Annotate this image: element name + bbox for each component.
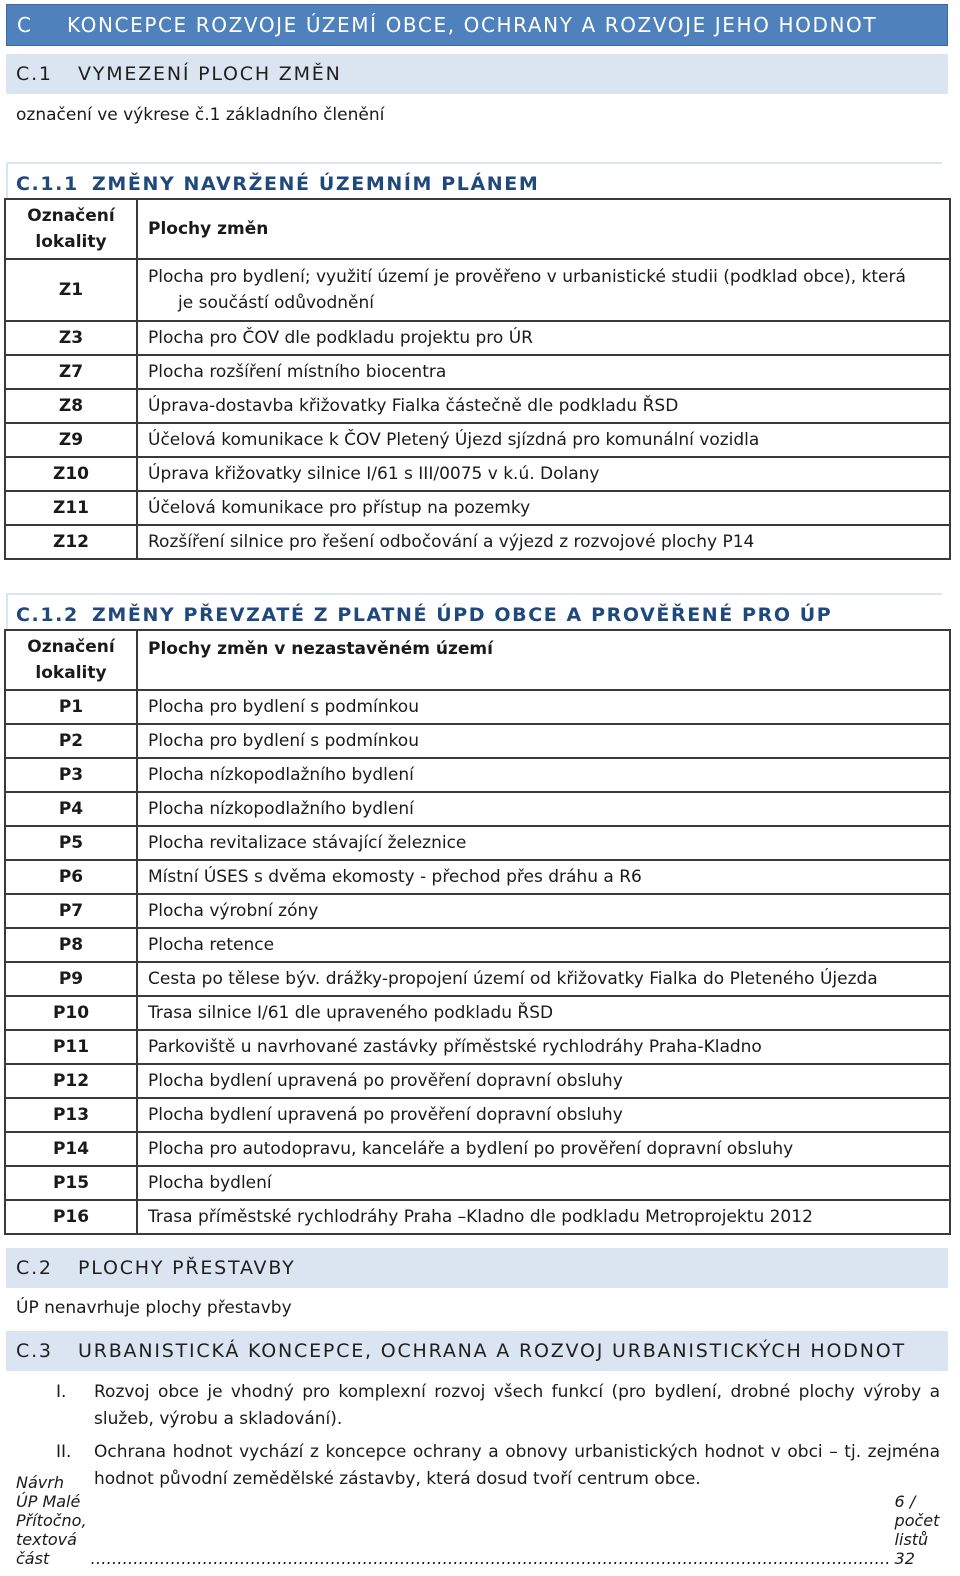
location-description: Úprava-dostavba křižovatky Fialka částečně dle podkladu ŘSD xyxy=(137,389,950,423)
location-code: P2 xyxy=(5,724,137,758)
section-title: URBANISTICKÁ KONCEPCE, OCHRANA A ROZVOJ URBANISTICKÝCH HODNOT xyxy=(78,1340,906,1362)
location-description: Plocha bydlení upravená po prověření dopravní obsluhy xyxy=(137,1064,950,1098)
location-code: P4 xyxy=(5,792,137,826)
table-header-row xyxy=(5,199,950,259)
table-row xyxy=(5,792,950,826)
description-line-2: je součástí odůvodnění xyxy=(178,293,374,313)
table-row xyxy=(5,457,950,491)
footer-leader-dots: …………………………………………………………………………………………………………………………………… xyxy=(90,1549,891,1568)
location-description: Plocha výrobní zóny xyxy=(137,894,950,928)
table-z-changes xyxy=(4,198,951,560)
location-code: P14 xyxy=(5,1132,137,1166)
location-code: Z9 xyxy=(5,423,137,457)
list-item-text: Ochrana hodnot vychází z koncepce ochrany a obnovy urbanistických hodnot v obci – tj. zejména hodnot původní zemědělské zástavby, která dosud tvoří centrum obce. xyxy=(94,1442,940,1489)
location-code: P10 xyxy=(5,996,137,1030)
location-code: Z7 xyxy=(5,355,137,389)
table-row xyxy=(5,525,950,559)
header-location: Označení lokality xyxy=(5,630,137,690)
header-changes: Plochy změn v nezastavěném území xyxy=(137,630,950,690)
location-code: Z3 xyxy=(5,321,137,355)
table-row xyxy=(5,321,950,355)
location-description: Účelová komunikace pro přístup na pozemky xyxy=(137,491,950,525)
table-row xyxy=(5,491,950,525)
location-description: Plocha pro autodopravu, kanceláře a bydlení po prověření dopravní obsluhy xyxy=(137,1132,950,1166)
table-row xyxy=(5,1098,950,1132)
location-description: Účelová komunikace k ČOV Pletený Újezd sjízdná pro komunální vozidla xyxy=(137,423,950,457)
location-code: P1 xyxy=(5,690,137,724)
table-row xyxy=(5,259,950,321)
table-row xyxy=(5,928,950,962)
subsection-heading-c12 xyxy=(6,593,942,629)
footer-page-number: 6 / počet listů 32 xyxy=(894,1492,940,1568)
subsection-number: C.1.2 xyxy=(16,604,79,626)
location-description: Plocha retence xyxy=(137,928,950,962)
location-code: P16 xyxy=(5,1200,137,1234)
table-row xyxy=(5,962,950,996)
subsection-heading-c11 xyxy=(6,162,942,198)
roman-numeral: I. xyxy=(56,1382,67,1402)
table-row xyxy=(5,860,950,894)
chapter-heading xyxy=(6,4,948,46)
location-code: Z1 xyxy=(5,259,137,321)
location-code: P5 xyxy=(5,826,137,860)
location-description: Plocha nízkopodlažního bydlení xyxy=(137,758,950,792)
table-header-row xyxy=(5,630,950,690)
subsection-number: C.1.1 xyxy=(16,173,79,195)
section-text: ÚP nenavrhuje plochy přestavby xyxy=(16,1298,292,1318)
location-code: Z11 xyxy=(5,491,137,525)
location-description: Plocha rozšíření místního biocentra xyxy=(137,355,950,389)
list-item xyxy=(56,1439,940,1493)
table-row xyxy=(5,1132,950,1166)
location-code: Z12 xyxy=(5,525,137,559)
location-description: Trasa silnice I/61 dle upraveného podkladu ŘSD xyxy=(137,996,950,1030)
location-description: Cesta po tělese býv. drážky-propojení území od křižovatky Fialka do Pleteného Újezda xyxy=(137,962,950,996)
location-description: Plocha bydlení xyxy=(137,1166,950,1200)
location-code: Z10 xyxy=(5,457,137,491)
section-heading-c3 xyxy=(6,1331,948,1371)
table-row xyxy=(5,1030,950,1064)
location-code: P12 xyxy=(5,1064,137,1098)
table-row xyxy=(5,724,950,758)
section-heading-c2 xyxy=(6,1248,948,1288)
section-number: C.3 xyxy=(16,1340,53,1362)
section-title: PLOCHY PŘESTAVBY xyxy=(78,1257,296,1279)
location-description: Plocha nízkopodlažního bydlení xyxy=(137,792,950,826)
location-code: P8 xyxy=(5,928,137,962)
list-item-text: Rozvoj obce je vhodný pro komplexní rozvoj všech funkcí (pro bydlení, drobné plochy výroby a služeb, výrobu a skladování). xyxy=(94,1382,940,1429)
section-number: C.1 xyxy=(16,63,53,85)
location-description: Parkoviště u navrhované zastávky příměstské rychlodráhy Praha-Kladno xyxy=(137,1030,950,1064)
location-description: Plocha bydlení upravená po prověření dopravní obsluhy xyxy=(137,1098,950,1132)
section-title: VYMEZENÍ PLOCH ZMĚN xyxy=(78,63,342,85)
location-description: Plocha pro bydlení s podmínkou xyxy=(137,724,950,758)
location-code: P9 xyxy=(5,962,137,996)
section-heading-c1 xyxy=(6,54,948,94)
header-location: Označení lokality xyxy=(5,199,137,259)
table-row xyxy=(5,996,950,1030)
section-note: označení ve výkrese č.1 základního členění xyxy=(16,105,385,125)
location-code: P15 xyxy=(5,1166,137,1200)
table-row xyxy=(5,389,950,423)
location-code: Z8 xyxy=(5,389,137,423)
table-row xyxy=(5,826,950,860)
table-row xyxy=(5,690,950,724)
table-row xyxy=(5,1200,950,1234)
location-description: Plocha pro ČOV dle podkladu projektu pro ÚR xyxy=(137,321,950,355)
location-code: P11 xyxy=(5,1030,137,1064)
table-row xyxy=(5,1166,950,1200)
list-item xyxy=(56,1379,940,1433)
description-line-1: Plocha pro bydlení; využití území je prověřeno v urbanistické studii (podklad obce), která xyxy=(148,267,906,287)
location-description: Místní ÚSES s dvěma ekomosty - přechod přes dráhu a R6 xyxy=(137,860,950,894)
table-row xyxy=(5,758,950,792)
table-row xyxy=(5,1064,950,1098)
location-code: P13 xyxy=(5,1098,137,1132)
chapter-title: KONCEPCE ROZVOJE ÚZEMÍ OBCE, OCHRANY A ROZVOJE JEHO HODNOT xyxy=(67,13,878,37)
location-description: Rozšíření silnice pro řešení odbočování a výjezd z rozvojové plochy P14 xyxy=(137,525,950,559)
location-description: Úprava křižovatky silnice I/61 s III/0075 v k.ú. Dolany xyxy=(137,457,950,491)
location-code: P7 xyxy=(5,894,137,928)
chapter-number: C xyxy=(17,13,33,37)
footer-document-title: Návrh ÚP Malé Přítočno, textová část xyxy=(16,1473,87,1568)
table-row xyxy=(5,355,950,389)
subsection-title: ZMĚNY NAVRŽENÉ ÚZEMNÍM PLÁNEM xyxy=(92,173,540,195)
location-description: Plocha revitalizace stávající železnice xyxy=(137,826,950,860)
location-code: P6 xyxy=(5,860,137,894)
subsection-title: ZMĚNY PŘEVZATÉ Z PLATNÉ ÚPD OBCE A PROVĚŘENÉ PRO ÚP xyxy=(92,604,833,626)
location-description xyxy=(137,259,950,321)
roman-numeral: II. xyxy=(56,1442,72,1462)
section-number: C.2 xyxy=(16,1257,53,1279)
location-description: Trasa příměstské rychlodráhy Praha –Kladno dle podkladu Metroprojektu 2012 xyxy=(137,1200,950,1234)
header-changes: Plochy změn xyxy=(137,199,950,259)
table-p-changes xyxy=(4,629,951,1235)
location-code: P3 xyxy=(5,758,137,792)
table-row xyxy=(5,423,950,457)
table-row xyxy=(5,894,950,928)
page-footer xyxy=(16,1473,940,1568)
location-description: Plocha pro bydlení s podmínkou xyxy=(137,690,950,724)
